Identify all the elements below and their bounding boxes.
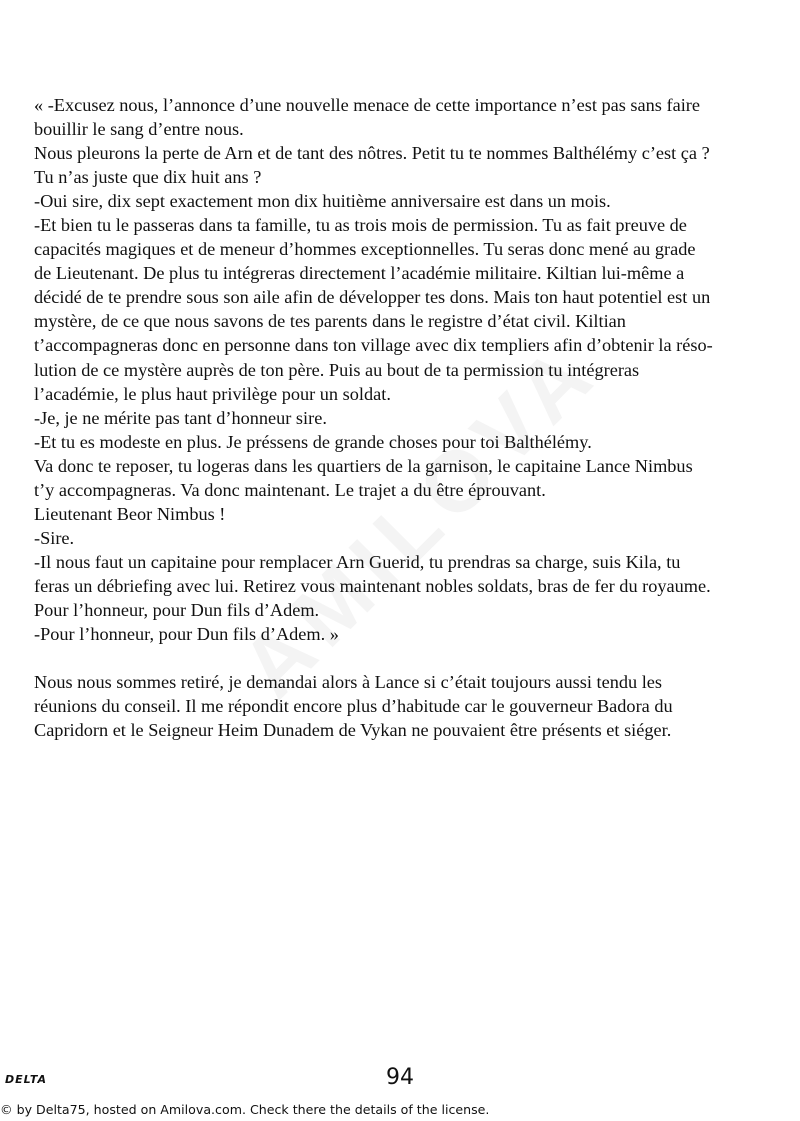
- text-line: Capridorn et le Seigneur Heim Dunadem de Vykan ne pouvaient être présents et siéger.: [34, 720, 672, 741]
- text-line: bouillir le sang d’entre nous.: [34, 119, 244, 140]
- text-line: réunions du conseil. Il me répondit encore plus d’habitude car le gouverneur Badora du: [34, 696, 673, 717]
- text-line: « -Excusez nous, l’annonce d’une nouvelle menace de cette importance n’est pas sans faire: [34, 95, 700, 115]
- text-line: Va donc te reposer, tu logeras dans les quartiers de la garnison, le capitaine Lance Nimbus: [34, 455, 693, 476]
- text-line: Tu n’as juste que dix huit ans ?: [34, 167, 262, 188]
- artist-signature: DELTA: [5, 1073, 47, 1086]
- text-line: -Pour l’honneur, pour Dun fils d’Adem. »: [34, 624, 339, 645]
- text-line: mystère, de ce que nous savons de tes parents dans le registre d’état civil. Kiltian: [34, 311, 626, 332]
- page-number: 94: [386, 1065, 414, 1090]
- text-line: -Je, je ne mérite pas tant d’honneur sire.: [34, 407, 327, 428]
- narration-paragraph: [34, 670, 774, 742]
- dialogue-paragraph: [34, 93, 774, 646]
- text-line: lution de ce mystère auprès de ton père. Puis au bout de ta permission tu intégreras: [34, 359, 640, 380]
- text-line: de Lieutenant. De plus tu intégreras directement l’académie militaire. Kiltian lui-même a: [34, 263, 685, 284]
- text-line: feras un débriefing avec lui. Retirez vous maintenant nobles soldats, bras de fer du royaume.: [34, 575, 711, 596]
- text-line: décidé de te prendre sous son aile afin de développer tes dons. Mais ton haut potentiel est un: [34, 287, 711, 308]
- text-line: Pour l’honneur, pour Dun fils d’Adem.: [34, 599, 320, 620]
- text-line: -Et tu es modeste en plus. Je préssens de grande choses pour toi Balthélémy.: [34, 431, 592, 452]
- text-line: t’y accompagneras. Va donc maintenant. Le trajet a du être éprouvant.: [34, 479, 546, 500]
- text-line: -Oui sire, dix sept exactement mon dix huitième anniversaire est dans un mois.: [34, 191, 611, 212]
- text-line: capacités magiques et de meneur d’hommes exceptionnelles. Tu seras donc mené au grade: [34, 239, 696, 260]
- text-line: l’académie, le plus haut privilège pour un soldat.: [34, 383, 391, 404]
- text-line: -Sire.: [34, 527, 75, 548]
- text-line: -Il nous faut un capitaine pour remplacer Arn Guerid, tu prendras sa charge, suis Kila, tu: [34, 551, 681, 572]
- license-notice: © by Delta75, hosted on Amilova.com. Check there the details of the license.: [0, 1102, 490, 1117]
- paragraph-spacer: [34, 646, 774, 670]
- text-line: Nous nous sommes retiré, je demandai alors à Lance si c’était toujours aussi tendu les: [34, 672, 662, 693]
- text-line: Lieutenant Beor Nimbus !: [34, 503, 226, 524]
- text-line: Nous pleurons la perte de Arn et de tant des nôtres. Petit tu te nommes Balthélémy c’est ça ?: [34, 143, 710, 164]
- text-line: t’accompagneras donc en personne dans ton village avec dix templiers afin d’obtenir la réso-: [34, 335, 713, 356]
- page-text: [34, 93, 774, 742]
- text-line: -Et bien tu le passeras dans ta famille, tu as trois mois de permission. Tu as fait preuve de: [34, 215, 687, 236]
